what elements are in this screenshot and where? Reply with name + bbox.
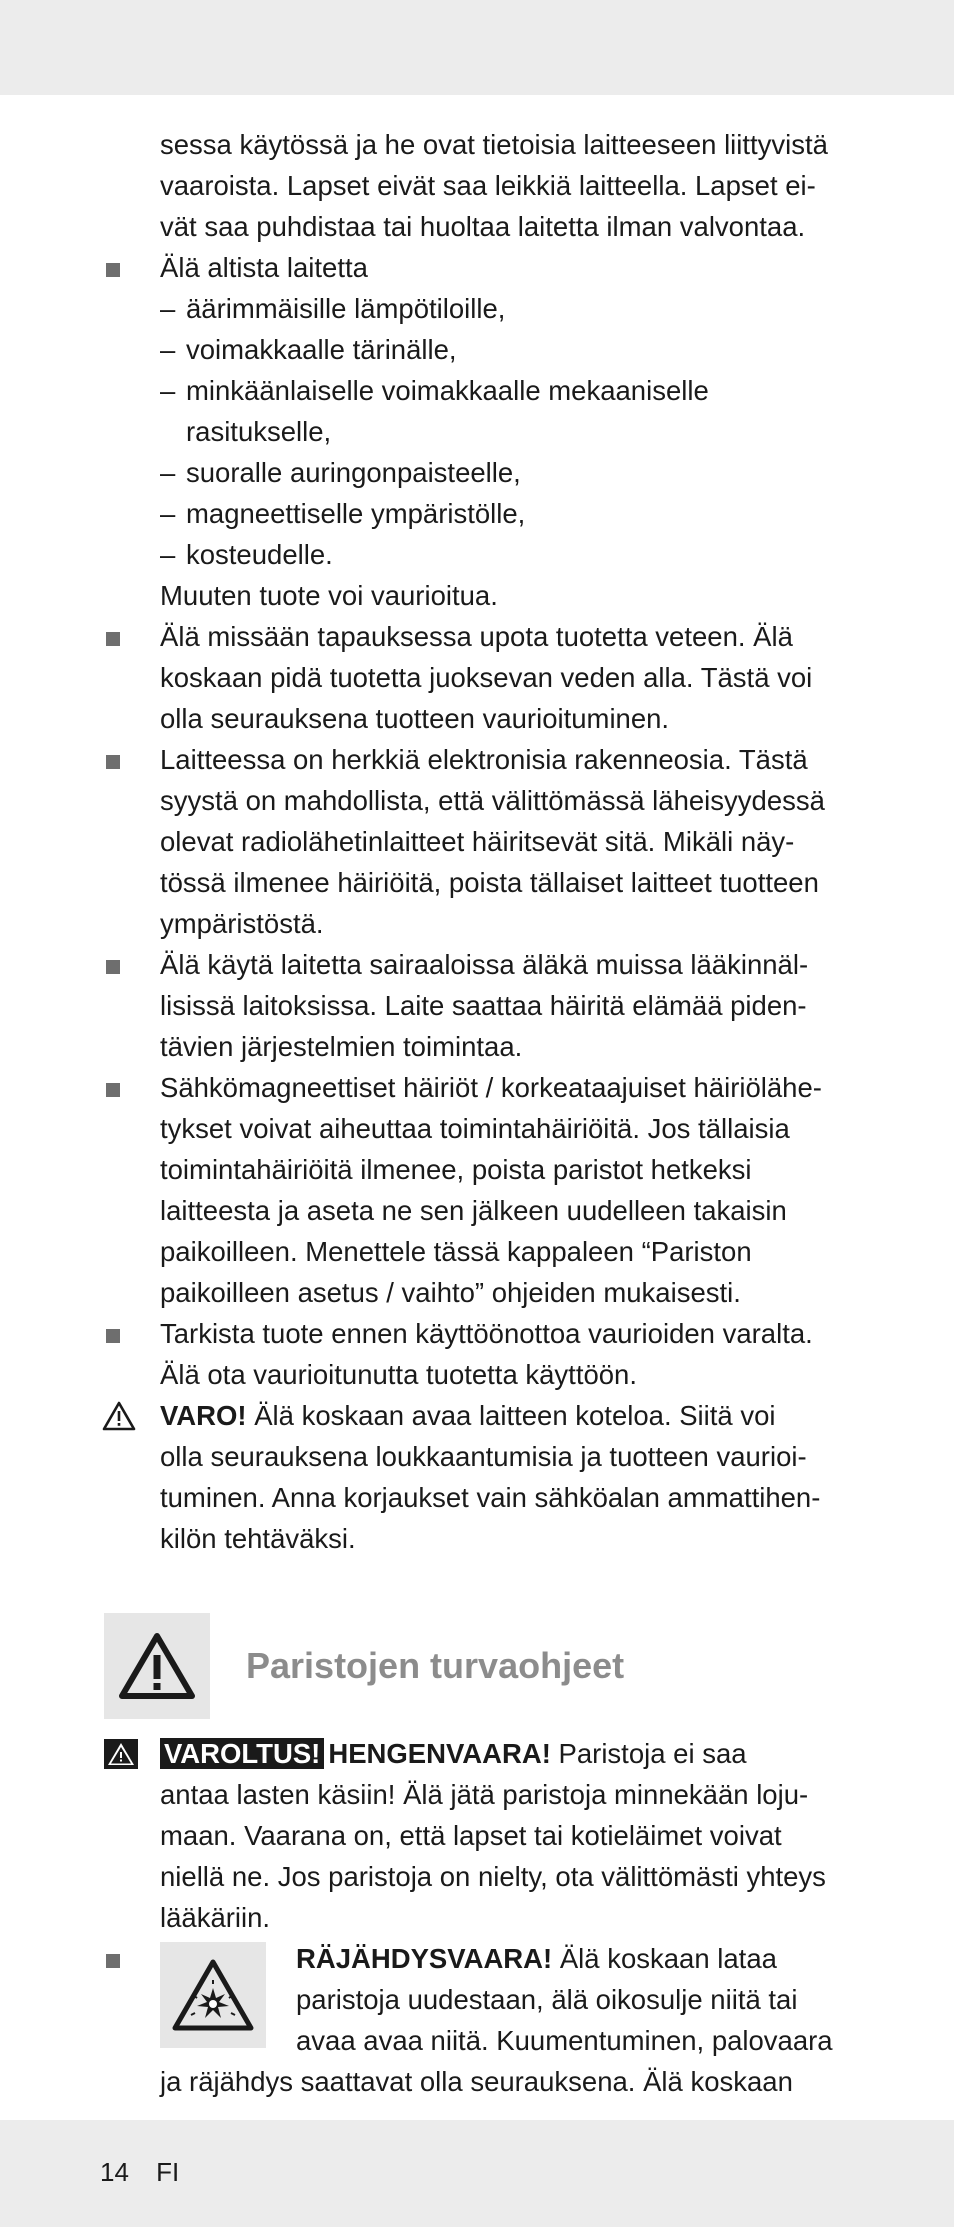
text-line: tykset voivat aiheuttaa toimintahäiriöitä. Jos tällaisia bbox=[160, 1113, 790, 1144]
text-line: Sähkömagneettiset häiriöt / korkeataajuiset häiriölähe- bbox=[160, 1072, 822, 1103]
text-line: syystä on mahdollista, että välittömässä läheisyydessä bbox=[160, 785, 825, 816]
intro-paragraph bbox=[160, 124, 854, 247]
text-line: lisissä laitoksissa. Laite saattaa häiritä elämää piden- bbox=[160, 990, 807, 1021]
square-bullet-icon bbox=[106, 632, 120, 646]
explosion-label: RÄJÄHDYSVAARA! bbox=[296, 1943, 553, 1974]
dash-item: – suoralle auringonpaisteelle, bbox=[160, 457, 521, 488]
language-code: FI bbox=[156, 2157, 180, 2187]
warning-block bbox=[104, 1733, 854, 1938]
expose-title: Älä altista laitetta bbox=[160, 252, 368, 283]
bullet-expose bbox=[104, 247, 854, 616]
page-footer bbox=[100, 2152, 199, 2192]
dash-item: – äärimmäisille lämpötiloille, bbox=[160, 293, 506, 324]
caution-label: VARO! bbox=[160, 1400, 247, 1431]
text-line: maan. Vaarana on, että lapset tai kotieläimet voivat bbox=[160, 1820, 782, 1851]
bullet-electronics bbox=[104, 739, 854, 944]
warning-badge: VAROLTUS! bbox=[160, 1738, 324, 1769]
dash-item: – magneettiselle ympäristölle, bbox=[160, 498, 526, 529]
text-line: VAROLTUS! HENGENVAARA! Paristoja ei saa bbox=[160, 1733, 854, 1774]
explosion-block bbox=[104, 1938, 854, 2102]
text-line: lääkäriin. bbox=[160, 1902, 271, 1933]
section-title: Paristojen turvaohjeet bbox=[246, 1645, 625, 1686]
square-bullet-icon bbox=[106, 1083, 120, 1097]
warning-triangle-icon bbox=[117, 1631, 197, 1701]
section-icon-box bbox=[104, 1613, 210, 1719]
bullet-interference bbox=[104, 1067, 854, 1313]
square-bullet-icon bbox=[106, 263, 120, 277]
text-line: vät saa puhdistaa tai huoltaa laitetta ilman valvontaa. bbox=[160, 211, 806, 242]
text-line: olevat radiolähetinlaitteet häiritsevät sitä. Mikäli näy- bbox=[160, 826, 795, 857]
warning-filled-icon bbox=[104, 1739, 138, 1769]
text-line: RÄJÄHDYSVAARA! Älä koskaan lataa bbox=[296, 1943, 777, 1974]
text-line: tössä ilmenee häiriöitä, poista tällaiset laitteet tuotteen bbox=[160, 867, 819, 898]
text-line: paikoilleen. Menettele tässä kappaleen “Pariston bbox=[160, 1236, 752, 1267]
text-line: laitteesta ja aseta ne sen jälkeen uudelleen takaisin bbox=[160, 1195, 787, 1226]
square-bullet-icon bbox=[106, 1329, 120, 1343]
text-line: avaa avaa niitä. Kuumentuminen, palovaara bbox=[296, 2025, 833, 2056]
expose-footer: Muuten tuote voi vaurioitua. bbox=[160, 580, 498, 611]
dash-item: – kosteudelle. bbox=[160, 539, 333, 570]
page-content bbox=[104, 124, 854, 2102]
text-line: olla seurauksena tuotteen vaurioituminen. bbox=[160, 703, 670, 734]
page-top-band bbox=[0, 0, 954, 95]
text-line: ympäristöstä. bbox=[160, 908, 324, 939]
caution-block bbox=[104, 1395, 854, 1559]
text-line: vaaroista. Lapset eivät saa leikkiä laitteella. Lapset ei- bbox=[160, 170, 816, 201]
dash-item-cont: rasitukselle, bbox=[186, 416, 332, 447]
explosion-hazard-icon bbox=[171, 1958, 255, 2032]
text-line: Tarkista tuote ennen käyttöönottoa vaurioiden varalta. bbox=[160, 1318, 813, 1349]
text-line: Älä käytä laitetta sairaaloissa äläkä muissa lääkinnäl- bbox=[160, 949, 809, 980]
dash-item: – minkäänlaiselle voimakkaalle mekaaniselle bbox=[160, 375, 709, 406]
text-line: koskaan pidä tuotetta juoksevan veden alla. Tästä voi bbox=[160, 662, 813, 693]
bullet-hospital bbox=[104, 944, 854, 1067]
text-line: olla seurauksena loukkaantumisia ja tuotteen vaurioi- bbox=[160, 1441, 807, 1472]
text-line: niellä ne. Jos paristoja on nielty, ota välittömästi yhteys bbox=[160, 1861, 826, 1892]
explosion-icon-box bbox=[160, 1942, 266, 2048]
text-line: kilön tehtäväksi. bbox=[160, 1523, 356, 1554]
dash-item: – voimakkaalle tärinälle, bbox=[160, 334, 457, 365]
page-number: 14 bbox=[100, 2157, 129, 2187]
warning-label: HENGENVAARA! bbox=[328, 1738, 551, 1769]
text-line: tuminen. Anna korjaukset vain sähköalan ammattihen- bbox=[160, 1482, 821, 1513]
bullet-inspect bbox=[104, 1313, 854, 1395]
square-bullet-icon bbox=[106, 755, 120, 769]
warning-outline-icon bbox=[102, 1401, 136, 1431]
text-line: Älä ota vaurioitunutta tuotetta käyttöön. bbox=[160, 1359, 637, 1390]
text-line: VARO! Älä koskaan avaa laitteen koteloa. Siitä voi bbox=[160, 1400, 776, 1431]
text-line: paikoilleen asetus / vaihto” ohjeiden mukaisesti. bbox=[160, 1277, 741, 1308]
text-line: antaa lasten käsiin! Älä jätä paristoja minnekään loju- bbox=[160, 1779, 809, 1810]
text-line: Älä missään tapauksessa upota tuotetta veteen. Älä bbox=[160, 621, 793, 652]
text-line: Laitteessa on herkkiä elektronisia rakenneosia. Tästä bbox=[160, 744, 808, 775]
battery-section-header bbox=[104, 1613, 854, 1719]
square-bullet-icon bbox=[106, 1954, 120, 1968]
text-line: sessa käytössä ja he ovat tietoisia laitteeseen liittyvistä bbox=[160, 129, 828, 160]
bullet-water bbox=[104, 616, 854, 739]
square-bullet-icon bbox=[106, 960, 120, 974]
text-line: toimintahäiriöitä ilmenee, poista paristot hetkeksi bbox=[160, 1154, 752, 1185]
text-line: tävien järjestelmien toimintaa. bbox=[160, 1031, 523, 1062]
text-line: ja räjähdys saattavat olla seurauksena. Älä koskaan bbox=[160, 2066, 793, 2097]
text-line: paristoja uudestaan, älä oikosulje niitä tai bbox=[296, 1984, 798, 2015]
